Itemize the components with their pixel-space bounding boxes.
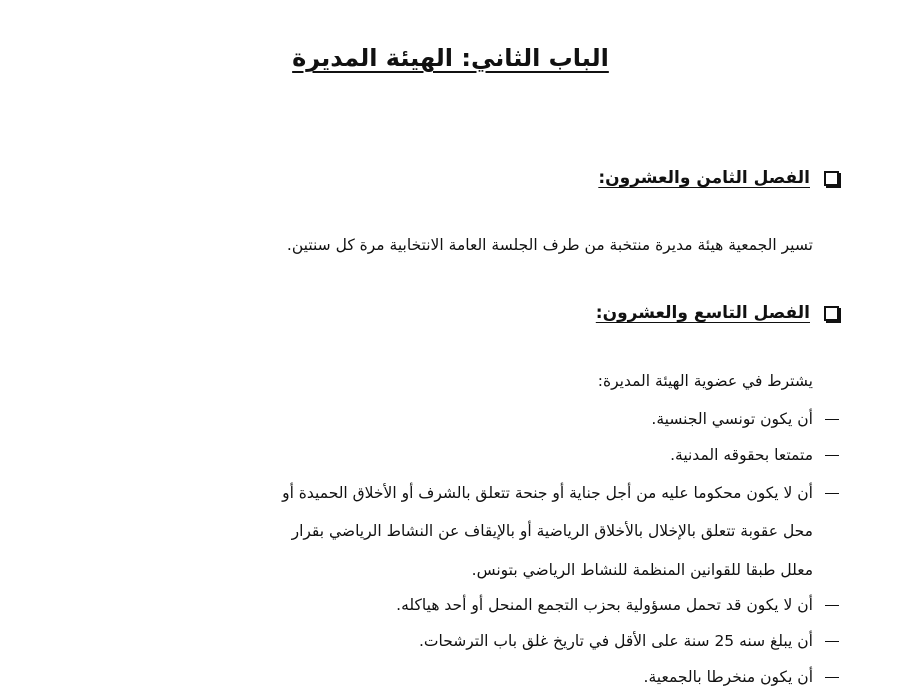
list-item — [644, 668, 839, 686]
list-item-text: متمتعا بحقوقه المدنية. — [670, 446, 813, 464]
dash-bullet-icon — [825, 677, 839, 678]
section-29-intro — [598, 372, 813, 390]
list-item-continuation — [472, 561, 813, 579]
section-28-paragraph — [287, 236, 813, 254]
dash-bullet-icon — [825, 641, 839, 642]
list-item — [282, 484, 839, 502]
dash-bullet-icon — [825, 605, 839, 606]
list-item — [670, 446, 839, 464]
list-item-text: معلل طبقا للقوانين المنظمة للنشاط الرياضي بتونس. — [471, 561, 813, 579]
dash-bullet-icon — [825, 493, 839, 494]
list-item — [419, 632, 839, 650]
list-item-text: أن لا يكون محكوما عليه من أجل جناية أو جنحة تتعلق بالشرف أو الأخلاق الحميدة أو — [282, 484, 813, 502]
list-item-text: محل عقوبة تتعلق بالإخلال بالأخلاق الرياضية أو بالإيقاف عن النشاط الرياضي بقرار — [291, 522, 813, 540]
paragraph-text: تسير الجمعية هيئة مديرة منتخبة من طرف الجلسة العامة الانتخابية مرة كل سنتين. — [286, 236, 813, 254]
list-item-text: أن يبلغ سنه 25 سنة على الأقل في تاريخ غلق باب الترشحات. — [418, 632, 813, 650]
checkbox-bullet-icon — [824, 171, 839, 186]
list-item-text: أن يكون منخرطا بالجمعية. — [643, 668, 813, 686]
section-heading-label: الفصل التاسع والعشرون: — [595, 303, 810, 323]
chapter-title: الباب الثاني: الهيئة المديرة — [292, 44, 609, 72]
section-heading-29 — [596, 303, 839, 323]
list-item-continuation — [292, 522, 813, 540]
list-item — [651, 410, 839, 428]
list-item-text: أن يكون تونسي الجنسية. — [651, 410, 813, 428]
dash-bullet-icon — [825, 455, 839, 456]
checkbox-bullet-icon — [824, 306, 839, 321]
section-heading-label: الفصل الثامن والعشرون: — [598, 168, 810, 188]
dash-bullet-icon — [825, 419, 839, 420]
list-item-text: أن لا يكون قد تحمل مسؤولية بحزب التجمع المنحل أو أحد هياكله. — [396, 596, 813, 614]
section-heading-28 — [598, 168, 839, 188]
list-item — [396, 596, 839, 614]
intro-text: يشترط في عضوية الهيئة المديرة: — [597, 372, 813, 390]
